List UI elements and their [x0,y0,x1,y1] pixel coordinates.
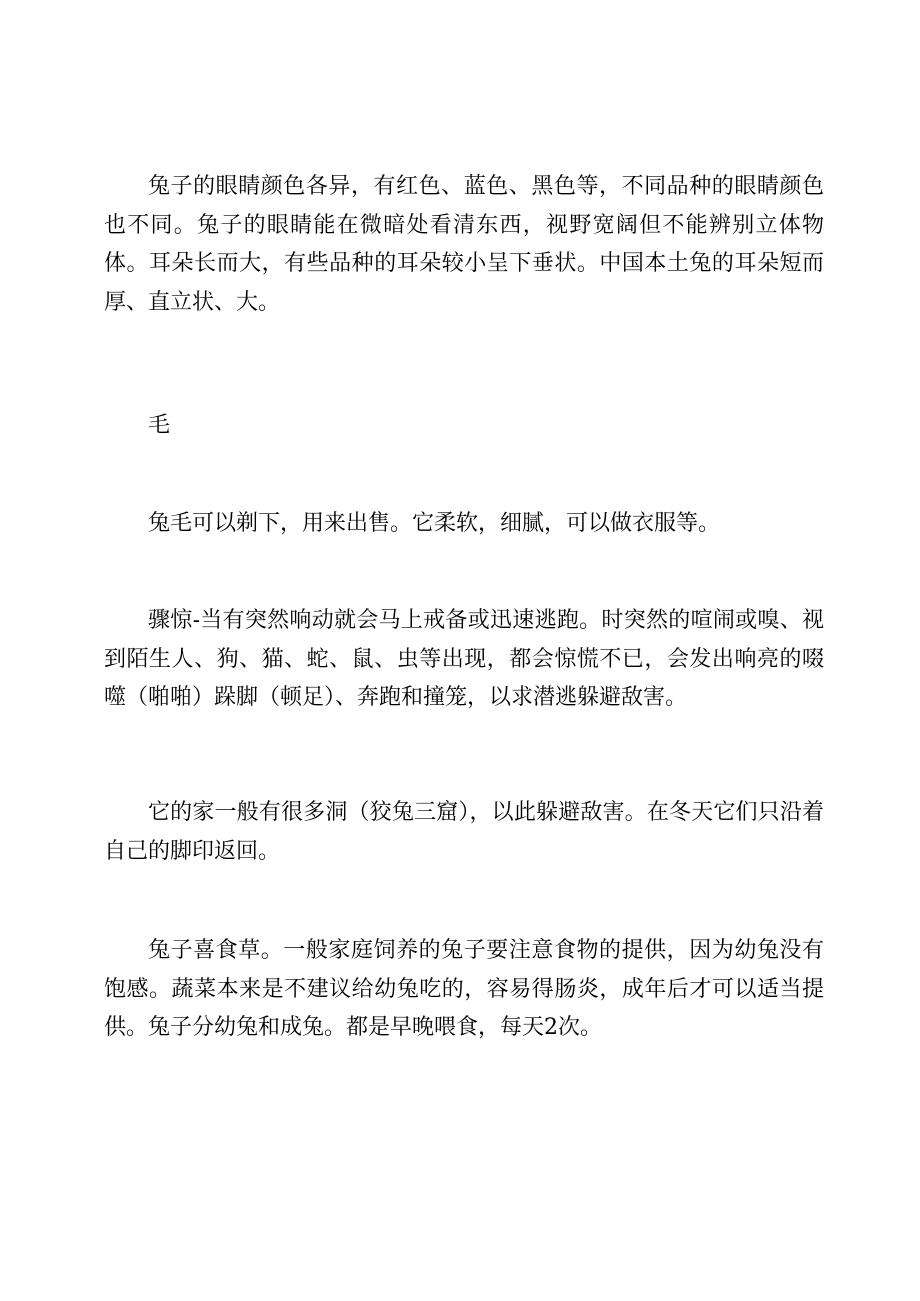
section-heading-fur: 毛 [148,413,171,438]
paragraph-burrow-home: 它的家一般有很多洞（狡兔三窟），以此躲避敌害。在冬天它们只沿着自己的脚印返回。 [104,800,824,864]
paragraph-rabbit-eyes-ears: 兔子的眼睛颜色各异，有红色、蓝色、黑色等，不同品种的眼睛颜色也不同。兔子的眼睛能在微暗处看清东西，视野宽阔但不能辨别立体物体。耳朵长而大，有些品种的耳朵较小呈下垂状。中国本土兔的耳朵短而厚、直立状、大。 [104,174,824,315]
paragraph-rabbit-fur: 兔毛可以剃下，用来出售。它柔软，细腻，可以做衣服等。 [148,511,721,536]
paragraph-startle-behavior: 骤惊-当有突然响动就会马上戒备或迅速逃跑。时突然的喧闹或嗅、视到陌生人、狗、猫、蛇、鼠、虫等出现，都会惊慌不已，会发出响亮的啜噬（啪啪）跺脚（顿足）、奔跑和撞笼，以求潜逃躲避敌害。 [104,608,824,710]
paragraph-feeding: 兔子喜食草。一般家庭饲养的兔子要注意食物的提供，因为幼兔没有饱感。蔬菜本来是不建议给幼兔吃的，容易得肠炎，成年后才可以适当提供。兔子分幼兔和成兔。都是早晚喂食，每天2次。 [104,938,824,1040]
